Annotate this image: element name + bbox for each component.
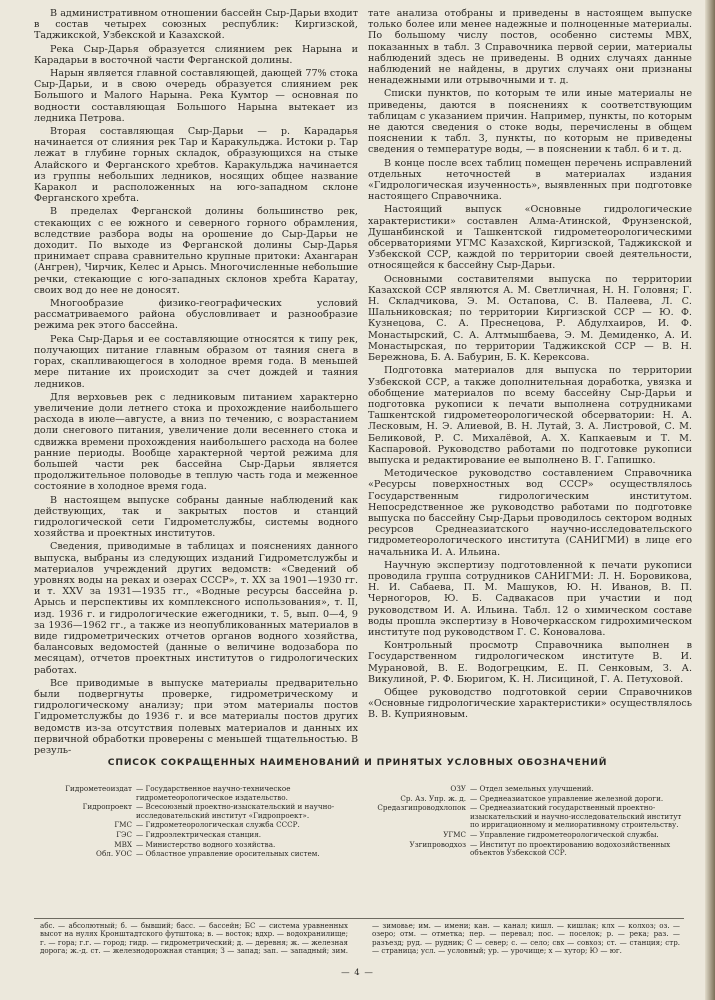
paragraph: В пределах Ферганской долины большинство рек, стекающих с ее южного и северного горного обрамления, вследствие разбора воды на орошение до Сыр-Дарьи не доходит. По выходе из Ферганской долины Сыр-Дарья принимает справа сравнительно крупные притоки: Ахангаран (Ангрен), Чирчик, Келес и Арысь. Многочисленные небольшие речки, стекающие с юго-западных склонов хребта Каратау, своих вод до нее не доносят. [34, 206, 358, 296]
divider-line [34, 918, 684, 919]
paragraph: Вторая составляющая Сыр-Дарьи — р. Карадарья начинается от слияния рек Тар и Каракульджа. Истоки р. Тар лежат в глубине горных складок, образующихся на стыке Алайского и Ферганского хребтов. Каракульджа начинается из группы небольших ледников, носящих общее название Каракол и расположенных на юго-западном склоне Ферганского хребта. [34, 126, 358, 205]
paragraph: Настоящий выпуск «Основные гидрологические характеристики» составлен Алма-Атинской, Фрунзенской, Душанбинской и Ташкентской гидрометеорологическими обсерваториями УГМС Казахской, Киргизской, Таджикской и Узбекской ССР, каждой по территории своей деятельности, относящейся к бассейну Сыр-Дарьи. [368, 204, 692, 272]
abbreviation-entry [370, 831, 690, 840]
abbreviation-entry [370, 804, 690, 830]
paragraph: Общее руководство подготовкой серии Справочников «Основные гидрологические характеристики» осуществлялось В. В. Куприяновым. [368, 686, 692, 721]
abbreviation-key: Гидропроект [82, 802, 132, 812]
abbreviation-value: — Министерство водного хозяйства. [136, 839, 276, 849]
paragraph: Все приводимые в выпуске материалы предварительно были подвергнуты проверке, гидрометрическому и гидрологическому анализу; при этом материалы постов Гидрометслужбы до 1936 г. и все материалы постов других ведомств из-за отсутствия полевых материалов и данных их первичной обработки проверены с меньшей тщательностью. В резуль- [34, 677, 358, 756]
paragraph: В конце после всех таблиц помещен перечень исправлений отдельных неточностей в материалах издания «Гидрологическая изученность», выявленных при подготовке настоящего Справочника. [368, 157, 692, 203]
abbreviation-value: — Гидрометеорологическая служба СССР. [136, 820, 300, 830]
abbreviation-entry [20, 785, 340, 802]
abbreviation-key: ГМС [114, 820, 132, 830]
abbreviation-value: — Отдел земельных улучшений. [470, 784, 594, 793]
paragraph: Река Сыр-Дарья образуется слиянием рек Нарына и Карадарьи в восточной части Ферганской долины. [34, 43, 358, 66]
abbreviations-left-list [20, 785, 340, 860]
paragraph: Методическое руководство составлением Справочника «Ресурсы поверхностных вод СССР» осуществлялось Государственным гидрологическим институтом. Непосредственное же руководство работами по подготовке выпуска по бассейну Сыр-Дарьи проводилось сектором водных ресурсов Среднеазиатского научно-исследовательского гидрометеорологического института (САНИГМИ) в лице его начальника И. А. Ильина. [368, 468, 692, 558]
abbreviation-value: — Институт по проектированию водохозяйственных объектов Узбекской ССР. [470, 839, 671, 858]
abbreviations-heading: СПИСОК СОКРАЩЕННЫХ НАИМЕНОВАНИЙ И ПРИНЯТЫХ УСЛОВНЫХ ОБОЗНАЧЕНИЙ [107, 757, 608, 768]
abbreviations-right-list [370, 785, 690, 859]
paragraph: Для верховьев рек с ледниковым питанием характерно увеличение доли летнего стока и прохождение наибольшего расхода в июле—августе, а вниз по течению, с возрастанием доли снегового питания, увеличение доли весеннего стока и сдвижка времени прохождения наибольшего расхода на более ранние периоды. Вообще характерной чертой режима для большей части рек бассейна Сыр-Дарьи является продолжительное половодье в теплую часть года и меженное состояние в холодное время года. [34, 391, 358, 493]
abbreviation-value: — Всесоюзный проектно-изыскательский и научно-исследовательский институт «Гидропроект». [136, 802, 335, 820]
abbreviation-value: — Областное управление оросительных систем. [136, 849, 320, 859]
paragraph: Контрольный просмотр Справочника выполнен в Государственном гидрологическом институте В. И. Мурановой, В. Е. Водогрецким, Е. П. Сенковым, З. А. Викулиной, Р. Ф. Бюригом, К. Н. Лисициной, Г. А. Петуховой. [368, 640, 692, 685]
abbreviation-key: Обл. УОС [96, 849, 132, 859]
left-text-column [34, 8, 358, 758]
abbreviation-entry [20, 841, 340, 850]
paragraph: Сведения, приводимые в таблицах и пояснениях данного выпуска, выбраны из следующих изданий Гидрометслужбы и материалов учреждений других ведомств: «Сведений об уровнях воды на реках и озерах СССР», т. XX за 1901—1930 гг. и т. XXV за 1931—1935 гг., «Водные ресурсы бассейна р. Арысь и перспективы их комплексного использования», т. II, изд. 1936 г. и гидрологические ежегодники, т. 5, вып. 0—4, 9 за 1936—1962 гг., а также из неопубликованных материалов в виде гидрометрических отчетов органов водного хозяйства, балансовых ведомостей (данные о величине водозабора по месяцам), отчетов проектных институтов о гидрологических работах. [34, 541, 358, 676]
abbreviation-entry [20, 803, 340, 820]
abbreviation-value: — Среднеазиатский государственный проектно-изыскательский и научно-исследовательский институт по ирригационному и мелиоративному строительству. [470, 803, 682, 830]
paragraph: Река Сыр-Дарья и ее составляющие относятся к типу рек, получающих питание главным образом от таяния снега в горах, скапливающегося в холодное время года. В меньшей мере питание их происходит за счет дождей и таяния ледников. [34, 333, 358, 390]
abbreviation-key: ГЭС [116, 829, 132, 839]
abbreviation-key: Узгипроводхоз [409, 839, 466, 849]
abbreviation-value: — Государственное научно-техническое гидрометеорологическое издательство. [136, 784, 291, 802]
abbreviation-entry [370, 785, 690, 794]
abbreviation-entry [370, 841, 690, 858]
paragraph: Нарын является главной составляющей, дающей 77% стока Сыр-Дарьи, и в свою очередь образуется слиянием рек Большого и Малого Нарына. Река Кумтор — основная по водности составляющая Большого Нарына вытекает из ледника Петрова. [34, 68, 358, 124]
right-text-column [368, 8, 692, 723]
abbreviation-key: ОЗУ [450, 784, 466, 793]
abbreviation-key: Средазгипроводхлопок [377, 803, 466, 813]
page-number: — 4 — [341, 968, 374, 978]
paragraph: В настоящем выпуске собраны данные наблюдений как действующих, так и закрытых постов и станций гидрологической сети Гидрометслужбы, системы водного хозяйства и проектных институтов. [34, 494, 358, 540]
abbreviation-entry [20, 831, 340, 840]
abbreviation-value: — Среднеазиатское управление железной дороги. [470, 793, 664, 803]
abbreviation-entry [20, 821, 340, 830]
paragraph: Научную экспертизу подготовленной к печати рукописи проводила группа сотрудников САНИГМИ: Л. Н. Боровикова, Н. И. Сабаева, П. М. Машуков, Ю. Н. Иванов, В. П. Черногоров, Ю. Б. Садвакасов при участии и под руководством И. А. Ильина. Табл. 12 о химическом составе воды прошла экспертизу в Новочеркасском гидрохимическом институте под руководством Г. С. Коновалова. [368, 559, 692, 638]
page-edge-shadow [705, 0, 715, 1000]
paragraph: Многообразие физико-географических условий рассматриваемого района обусловливает и разнообразие режима рек этого бассейна. [34, 298, 358, 332]
abbreviation-key: УГМС [443, 829, 466, 839]
paragraph: Подготовка материалов для выпуска по территории Узбекской ССР, а также дополнительная доработка, увязка и обобщение материалов по всему бассейну Сыр-Дарьи и подготовка рукописи к печати выполнена сотрудниками Ташкентской гидрометеорологической обсерватории: Н. А. Лесковым, Н. Э. Алиевой, В. Н. Лутай, З. А. Листровой, С. М. Беликовой, Р. С. Михалёвой, А. Х. Капкаевым и Т. М. Каспаровой. Руководство работами по подготовке рукописи выпуска и редактирование ее выполнено В. Г. Гапишко. [368, 365, 692, 466]
paragraph: Списки пунктов, по которым те или иные материалы не приведены, даются в пояснениях к соответствующим таблицам с указанием причин. Например, пункты, по которым не даются сведения о стоке воды, перечислены в общем пояснении к табл. 3, пункты, по которым не приведены сведения о температуре воды, — в пояснении к табл. 6 и т. д. [368, 88, 692, 156]
abbreviation-entry [20, 850, 340, 859]
abbreviation-key: Гидрометеоиздат [65, 784, 132, 793]
abbreviation-key: МВХ [114, 839, 132, 849]
abbreviation-notes: абс. — абсолютный; б. — бывший; басс. — бассейн; БС — система уравненных высот на нулях Кронштадтского футштока; в. — восток; вдхр. — водохранилище; г. — гора; г.г. — город; гидр. — гидрометрический; д. — деревня; ж. — железная дорога; ж.-д. ст. — железнодорожная станция; З — запад; зап. — западный; зим. — зимовье; им. — имени; кан. — канал; кишл. — кишлак; клх — колхоз; оз. — озеро; отм. — отметка; пер. — перевал; пос. — поселок; р. — река; раз. — разъезд; руд. — рудник; С — север; с. — село; свх — совхоз; ст. — станция; стр. — страница; усл. — условный; ур. — урочище; х — хутор; Ю — юг. [40, 921, 680, 956]
abbreviation-value: — Управление гидрометеорологической службы. [470, 829, 659, 839]
paragraph: тате анализа отобраны и приведены в настоящем выпуске только более или менее надежные и полноценные материалы. По большому числу постов, особенно системы МВХ, показанных в табл. 3 Справочника первой серии, материалы наблюдений здесь не приведены. В одних случаях данные наблюдений не найдены, в других случаях они признаны ненадежными или отрывочными и т. д. [368, 8, 692, 87]
paragraph: Основными составителями выпуска по территории Казахской ССР являются А. М. Светличная, Н. Н. Головня; Г. Н. Складчикова, Э. М. Остапова, С. В. Палеева, Л. С. Шальниковская; по территории Киргизской ССР — Ю. Ф. Кузнецова, С. А. Преснецова, Р. Абдулхаиров, И. Ф. Монастырский, С. А. Алтмышбаева, Э. М. Демиденко, А. И. Монастырская, по территории Таджикской ССР — В. Н. Бережнова, Б. А. Бабурин, Б. К. Керексова. [368, 273, 692, 364]
abbreviation-entry [370, 795, 690, 804]
abbreviation-value: — Гидроэлектрическая станция. [136, 829, 262, 839]
paragraph: В административном отношении бассейн Сыр-Дарьи входит в состав четырех союзных республик: Киргизской, Таджикской, Узбекской и Казахской. [34, 8, 358, 42]
abbreviation-key: Ср. Аз. Упр. ж. д. [400, 793, 466, 803]
